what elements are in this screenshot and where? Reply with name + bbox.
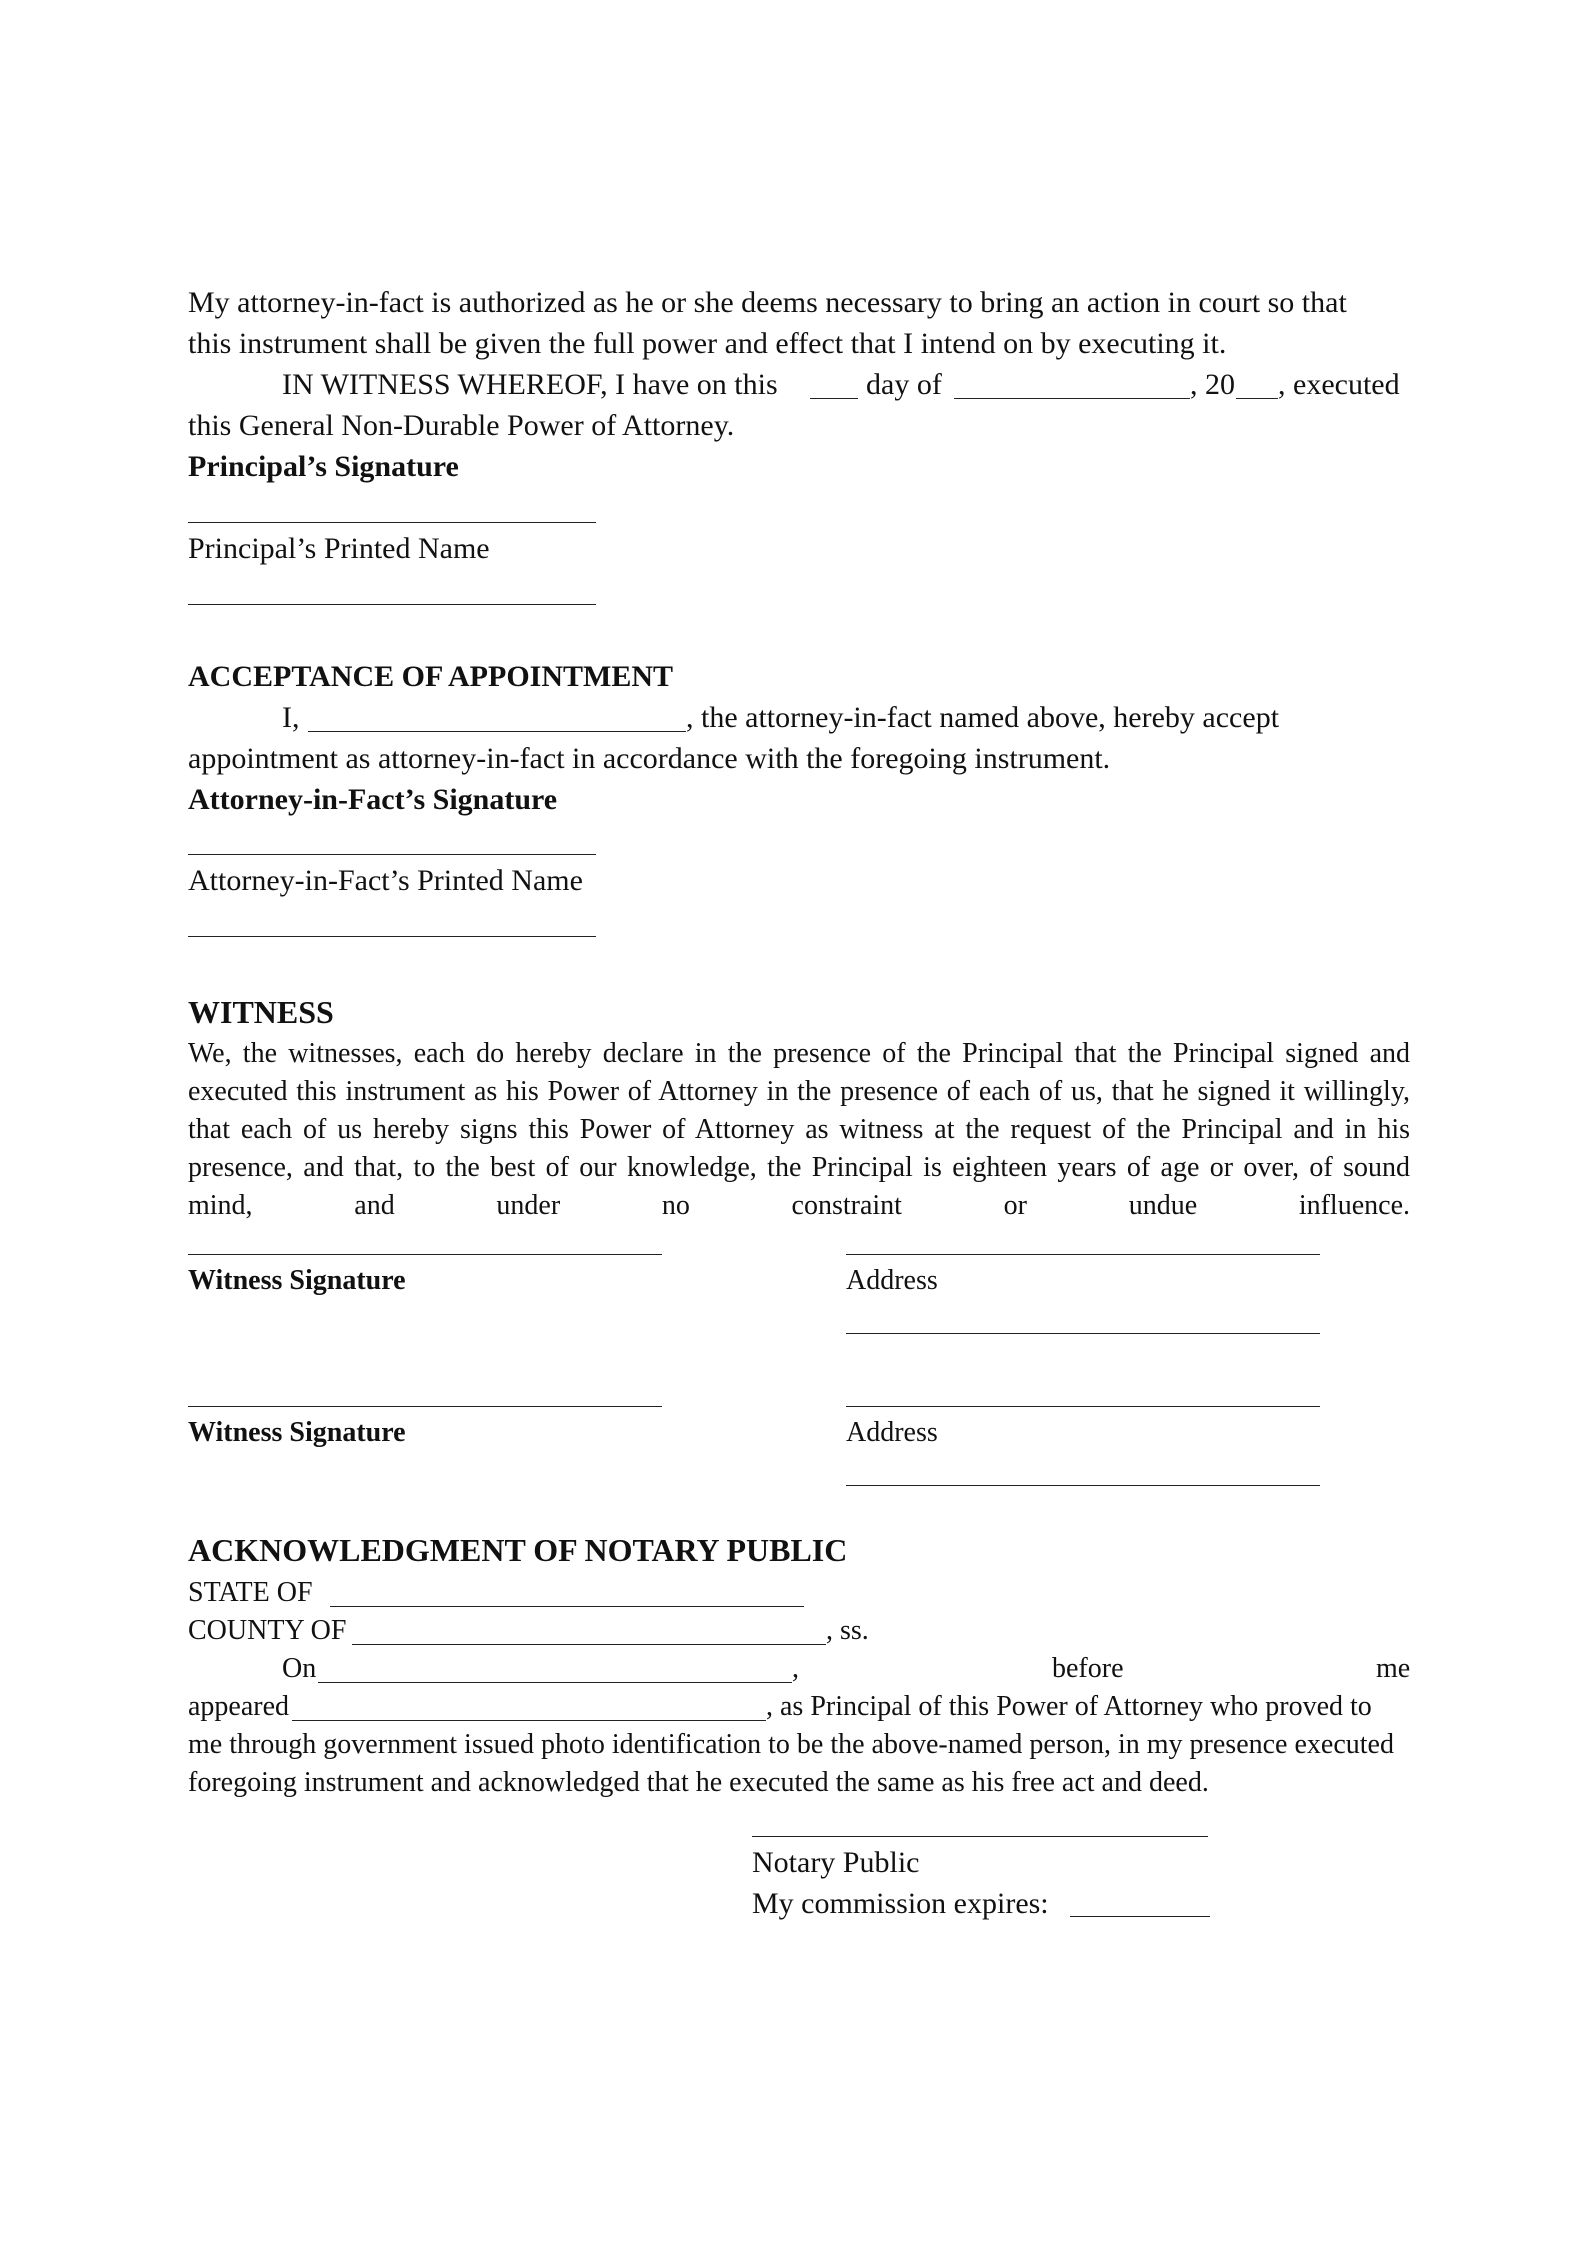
ss-text: , ss. — [826, 1615, 869, 1646]
witness-2-address-line-2[interactable] — [846, 1485, 1320, 1486]
attorney-name-blank[interactable] — [308, 731, 686, 732]
appeared-text: appeared — [188, 1691, 290, 1722]
commission-expires-label: My commission expires: — [752, 1887, 1049, 1920]
county-blank[interactable] — [352, 1644, 826, 1645]
witness-whereof-lead: IN WITNESS WHEREOF, I have on this — [282, 368, 778, 401]
appeared-blank[interactable] — [292, 1720, 766, 1721]
month-blank[interactable] — [954, 398, 1190, 399]
witness-whereof-line-2: this General Non-Durable Power of Attorney. — [188, 409, 735, 442]
state-of-label: STATE OF — [188, 1577, 313, 1608]
day-of-text: day of — [866, 368, 942, 401]
date-comma: , — [792, 1653, 799, 1684]
witness-body: We, the witnesses, each do hereby declare in the presence of the Principal that the Principal signed and executed this instrument as his Power of Attorney in the presence of each of us, that he signed it willingly, that each of us hereby signs this Power of Attorney as witness at the request of the Principal and in his presence, and that, to the best of our knowledge, the Principal is eighteen years of age or over, of sound mind, and under no constraint or undue influence. — [188, 1038, 1410, 1221]
notary-signature-line[interactable] — [752, 1836, 1208, 1837]
witness-1-address-line-1[interactable] — [846, 1254, 1320, 1255]
attorney-signature-label: Attorney-in-Fact’s Signature — [188, 783, 558, 816]
intro-line-1: My attorney-in-fact is authorized as he or she deems necessary to bring an action in court so that — [188, 286, 1347, 319]
acceptance-rest: , the attorney-in-fact named above, hereby accept — [686, 701, 1280, 734]
me-text: me — [1376, 1653, 1411, 1684]
before-text: before — [1052, 1653, 1124, 1684]
notary-line-3: me through government issued photo identification to be the above-named person, in my presence executed — [188, 1729, 1394, 1760]
county-of-label: COUNTY OF — [188, 1615, 347, 1646]
attorney-signature-line[interactable] — [188, 854, 596, 855]
year-prefix-text: , 20 — [1190, 368, 1235, 401]
witness-1-address-label: Address — [846, 1265, 938, 1296]
principal-signature-line[interactable] — [188, 522, 596, 523]
witness-heading: WITNESS — [188, 994, 334, 1030]
witness-1-signature-label: Witness Signature — [188, 1265, 406, 1296]
witness-2-address-label: Address — [846, 1417, 938, 1448]
witness-2-signature-line[interactable] — [188, 1406, 662, 1407]
witness-2-signature-label: Witness Signature — [188, 1417, 406, 1448]
acceptance-heading: ACCEPTANCE OF APPOINTMENT — [188, 660, 674, 693]
intro-line-2: this instrument shall be given the full power and effect that I intend on by executing it. — [188, 327, 1227, 360]
attorney-printed-name-label: Attorney-in-Fact’s Printed Name — [188, 864, 583, 897]
day-blank[interactable] — [810, 398, 858, 399]
witness-1-signature-line[interactable] — [188, 1254, 662, 1255]
principal-printed-name-label: Principal’s Printed Name — [188, 532, 490, 565]
principal-signature-label: Principal’s Signature — [188, 450, 459, 483]
date-blank[interactable] — [318, 1682, 792, 1683]
notary-line-4: foregoing instrument and acknowledged that he executed the same as his free act and deed. — [188, 1767, 1209, 1798]
attorney-printed-name-line[interactable] — [188, 936, 596, 937]
executed-text: , executed — [1278, 368, 1400, 401]
principal-printed-name-line[interactable] — [188, 604, 596, 605]
notary-heading: ACKNOWLEDGMENT OF NOTARY PUBLIC — [188, 1532, 848, 1568]
acceptance-lead: I, — [282, 701, 300, 734]
acceptance-line-2: appointment as attorney-in-fact in accordance with the foregoing instrument. — [188, 742, 1111, 775]
year-blank[interactable] — [1236, 398, 1278, 399]
witness-2-address-line-1[interactable] — [846, 1406, 1320, 1407]
state-blank[interactable] — [330, 1606, 804, 1607]
on-text: On — [282, 1653, 317, 1684]
notary-public-label: Notary Public — [752, 1846, 920, 1879]
commission-expires-blank[interactable] — [1070, 1916, 1210, 1917]
appeared-rest: , as Principal of this Power of Attorney who proved to — [766, 1691, 1372, 1722]
witness-1-address-line-2[interactable] — [846, 1333, 1320, 1334]
